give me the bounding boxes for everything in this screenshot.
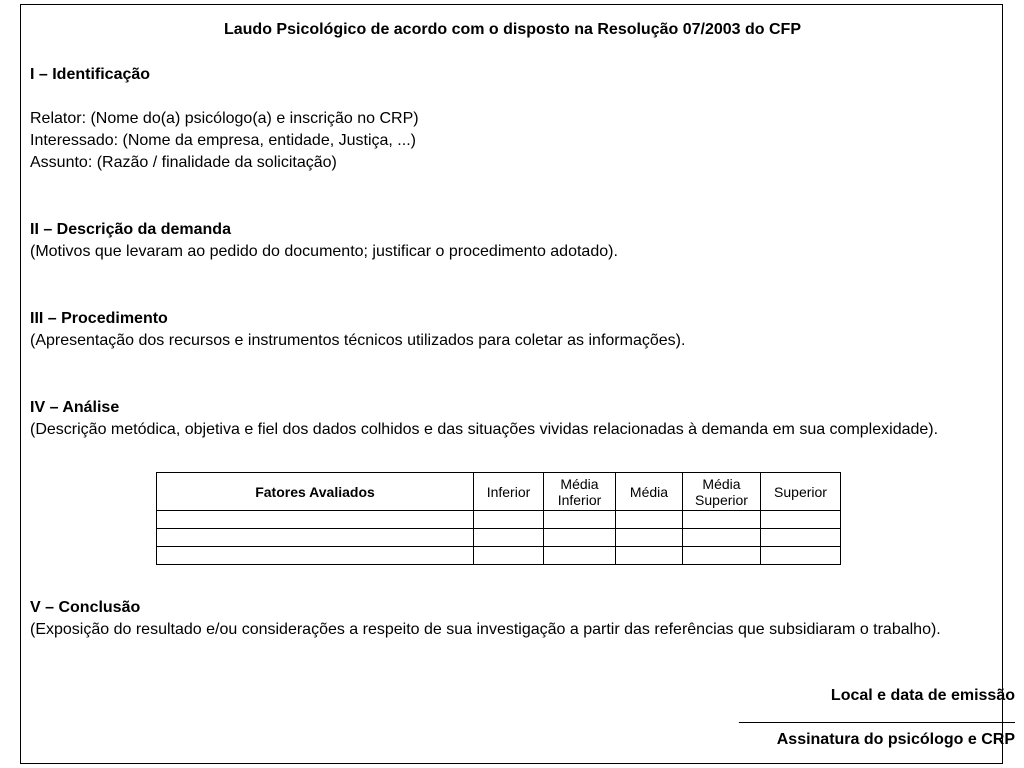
table-row — [157, 529, 841, 547]
section-procedimento-heading: III – Procedimento — [30, 310, 168, 327]
header-inferior: Inferior — [474, 473, 544, 511]
table-cell — [544, 529, 616, 547]
section-analise-heading: IV – Análise — [30, 399, 120, 416]
fatores-avaliados-table — [156, 472, 841, 565]
section-conclusao-heading: V – Conclusão — [30, 599, 141, 616]
table-cell — [474, 511, 544, 529]
section-procedimento-text: (Apresentação dos recursos e instrumentos técnicos utilizados para coletar as informações). — [30, 332, 686, 349]
table-header-row — [157, 473, 841, 511]
section-demanda-heading: II – Descrição da demanda — [30, 221, 231, 238]
document-title: Laudo Psicológico de acordo com o disposto na Resolução 07/2003 do CFP — [223, 21, 801, 38]
table-cell — [544, 511, 616, 529]
table-cell — [474, 529, 544, 547]
table-cell — [157, 529, 474, 547]
table-cell — [683, 529, 761, 547]
relator-line: Relator: (Nome do(a) psicólogo(a) e inscrição no CRP) — [30, 110, 419, 127]
section-conclusao-text: (Exposição do resultado e/ou considerações a respeito de sua investigação a partir das referências que subsidiaram o trabalho). — [30, 621, 941, 638]
header-media-superior: Média Superior — [683, 473, 761, 511]
table-cell — [761, 529, 841, 547]
header-media: Média — [616, 473, 683, 511]
table-cell — [683, 547, 761, 565]
signature-line: _______________________________ — [739, 707, 1015, 724]
table-row — [157, 547, 841, 565]
assunto-line: Assunto: (Razão / finalidade da solicitação) — [30, 154, 337, 171]
table-cell — [157, 511, 474, 529]
table-cell — [616, 547, 683, 565]
assinatura-label: Assinatura do psicólogo e CRP — [776, 731, 1015, 748]
table-row — [157, 511, 841, 529]
table-cell — [761, 511, 841, 529]
section-demanda-text: (Motivos que levaram ao pedido do documento; justificar o procedimento adotado). — [30, 243, 618, 260]
table-cell — [616, 529, 683, 547]
table-cell — [761, 547, 841, 565]
header-superior: Superior — [761, 473, 841, 511]
table-cell — [616, 511, 683, 529]
interessado-line: Interessado: (Nome da empresa, entidade, Justiça, ...) — [30, 132, 416, 149]
header-fatores-avaliados: Fatores Avaliados — [157, 473, 474, 511]
local-data-emissao: Local e data de emissão — [830, 687, 1015, 704]
section-analise-text: (Descrição metódica, objetiva e fiel dos dados colhidos e das situações vividas relacionadas à demanda em sua complexidade). — [30, 421, 939, 438]
table-cell — [683, 511, 761, 529]
table-cell — [474, 547, 544, 565]
table-cell — [544, 547, 616, 565]
header-media-inferior: Média Inferior — [544, 473, 616, 511]
section-identificacao-heading: I – Identificação — [30, 66, 151, 83]
table-cell — [157, 547, 474, 565]
